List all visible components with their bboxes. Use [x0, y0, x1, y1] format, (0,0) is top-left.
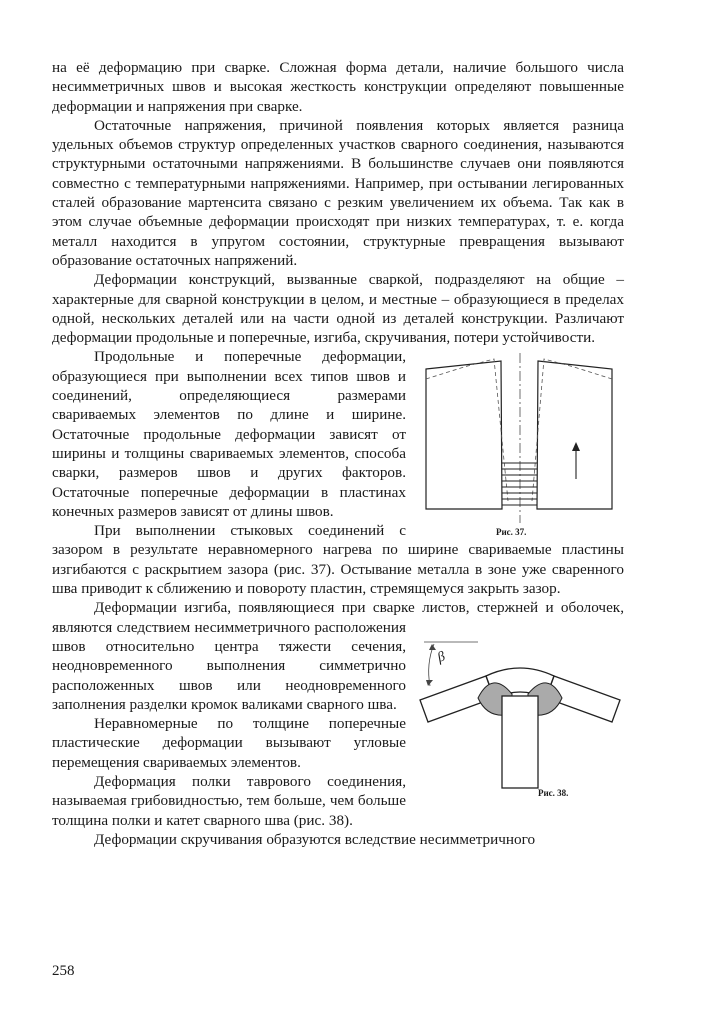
paragraph-7: Неравномерные по толщине поперечные пластические деформации вызывают угловые перемещения свариваемых элементов. [52, 715, 406, 771]
figure-38-caption: Рис. 38. [538, 788, 569, 799]
paragraph-8: Деформация полки таврового соединения, называемая грибовидностью, тем больше, чем больше толщина полки и катет сварного шва (рис. 38). [52, 772, 406, 829]
page-body [52, 58, 624, 849]
paragraph-6: Деформации изгиба, появляющиеся при сварке листов, стержней и оболочек, являются следствием несимметричного расположения швов относительно центра тяжести сечения, неодновременного выполнения симметрично расположенных швов или неодновременного заполнения разделки кромок валиками сварного шва. [52, 599, 624, 713]
paragraph-3: Деформации конструкций, вызванные сваркой, подразделяют на общие – характерные для сварной конструкции в целом, и местные – образующиеся в пределах одной, нескольких деталей или на части одной из деталей конструкции. Различают деформации продольные и поперечные, изгиба, скручивания, потери устойчивости. [52, 271, 624, 347]
page-number: 258 [52, 963, 75, 979]
paragraph-2: Остаточные напряжения, причиной появления которых является разница удельных объемов структур определенных участков сварного соединения, называются структурными остаточными напряжениями. В большинстве случаев они появляются совместно с температурными напряжениями. Например, при остывании легированных сталей образование мартенсита связано с резким увеличением их объема. Так как в этом случае объемные деформации происходят при низких температурах, т. е. когда металл находится в упругом состоянии, структурные превращения вызывают образование остаточных напряжений. [52, 116, 624, 269]
figure-38-angle-label: β [435, 649, 448, 667]
figure-37-caption: Рис. 37. [496, 527, 527, 538]
paragraph-1: на её деформацию при сварке. Сложная форма детали, наличие большого числа несимметричных швов и высокая жесткость конструкции определяют повышенные деформации и напряжения при сварке. [52, 59, 624, 115]
paragraph-4: Продольные и поперечные деформации, образующиеся при выполнении всех типов швов и соединений, определяющиеся размерами свариваемых элементов по длине и ширине. Остаточные продольные деформации зависят от ширины и толщины свариваемых элементов, способа сварки, размеров швов и других факторов. Остаточные поперечные деформации в пластинах конечных размеров зависят от длины швов. [52, 348, 406, 520]
paragraph-9: Деформации скручивания образуются вследствие несимметричного [94, 830, 536, 848]
figure-38 [416, 638, 624, 798]
paragraph-5: При выполнении стыковых соединений с зазором в результате неравномерного нагрева по ширине свариваемые пластины изгибаются с раскрытием зазора (рис. 37). Остывание металла в зоне уже сваренного шва приводит к сближению и повороту пластин, стремящемуся закрыть зазор. [52, 522, 624, 598]
figure-37-drawing [416, 351, 624, 539]
figure-37 [416, 351, 624, 539]
